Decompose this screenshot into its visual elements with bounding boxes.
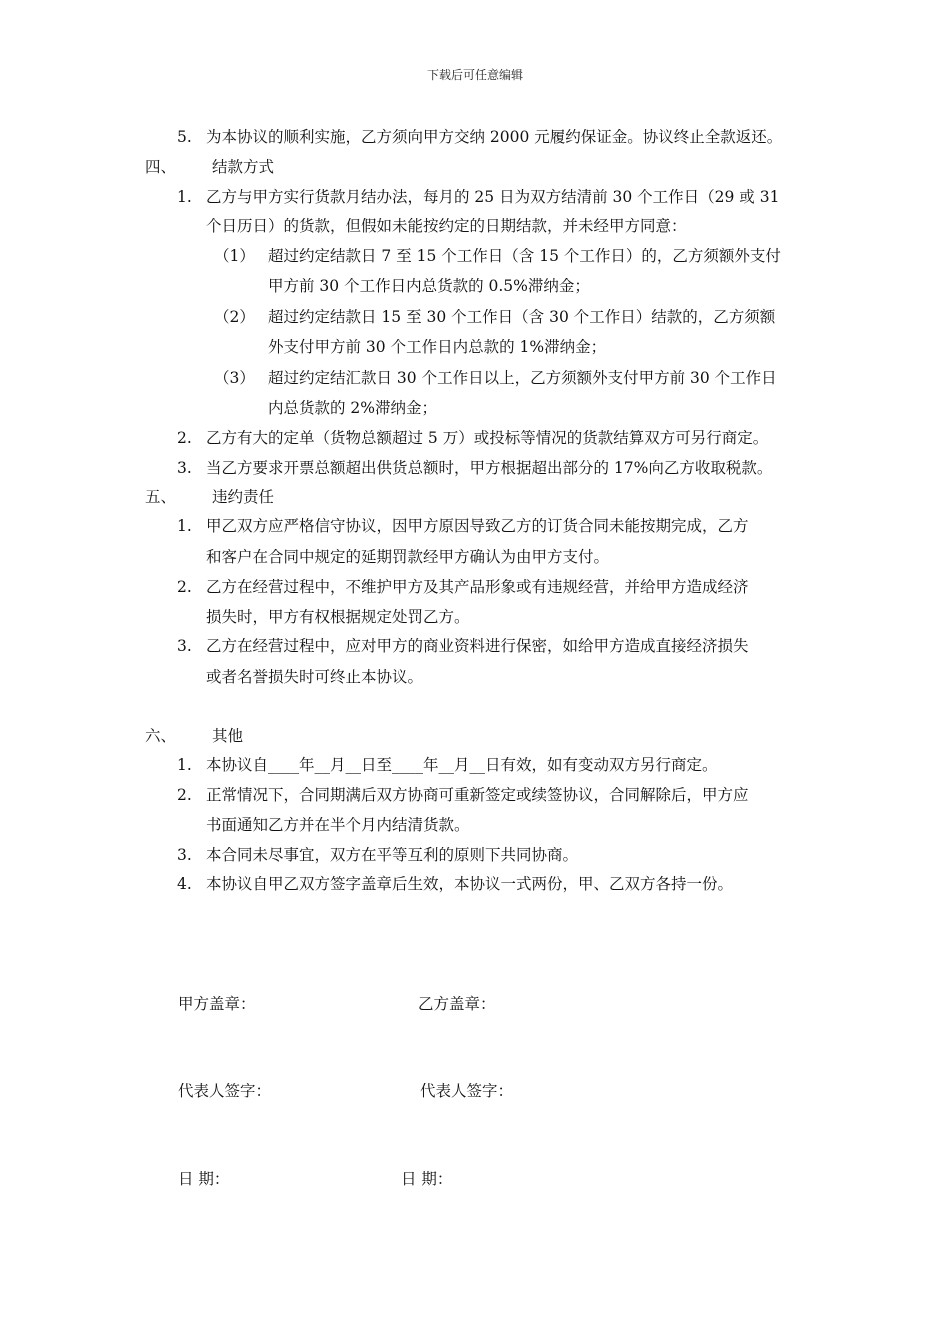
sub-number: （2） — [214, 308, 255, 326]
clause-5-3-line-2: 或者名誉损失时可终止本协议。 — [206, 668, 424, 686]
sub-clause-3-line-2: 内总货款的 2%滞纳金； — [268, 399, 438, 417]
section-number: 六、 — [145, 727, 177, 745]
section-title: 结款方式 — [212, 158, 275, 176]
sub-text: 超过约定结款日 15 至 30 个工作日（含 30 个工作日）结款的，乙方须额 — [268, 308, 776, 326]
party-b-representative-label: 代表人签字： — [420, 1082, 514, 1100]
item-text: 本协议自甲乙双方签字盖章后生效，本协议一式两份，甲、乙双方各持一份。 — [206, 875, 734, 893]
item-text: 当乙方要求开票总额超出供货总额时，甲方根据超出部分的 17%向乙方收取税款。 — [206, 459, 773, 477]
section-number: 四、 — [145, 158, 177, 176]
party-a-date-label: 日 期： — [178, 1170, 230, 1188]
item-text: 本协议自____年__月__日至____年__月__日有效，如有变动双方另行商定。 — [206, 756, 718, 774]
item-text: 本合同未尽事宜，双方在平等互利的原则下共同协商。 — [206, 846, 579, 864]
item-text: 乙方与甲方实行货款月结办法，每月的 25 日为双方结清前 30 个工作日（29 或 31 — [206, 188, 780, 206]
item-number: 3. — [177, 637, 192, 655]
page-header: 下载后可任意编辑 — [426, 68, 523, 82]
item-number: 1. — [177, 188, 192, 206]
item-number: 5. — [177, 128, 192, 146]
clause-4-1-line-2: 个日历日）的货款，但假如未能按约定的日期结款，并未经甲方同意： — [206, 217, 687, 235]
item-number: 1. — [177, 756, 192, 774]
section-title: 违约责任 — [212, 488, 275, 506]
party-a-representative-label: 代表人签字： — [178, 1082, 272, 1100]
party-b-date-label: 日 期： — [401, 1170, 453, 1188]
item-number: 2. — [177, 429, 192, 447]
sub-clause-1-line-2: 甲方前 30 个工作日内总货款的 0.5%滞纳金； — [268, 277, 590, 295]
item-number: 3. — [177, 459, 192, 477]
item-text: 甲乙双方应严格信守协议，因甲方原因导致乙方的订货合同未能按期完成，乙方 — [206, 517, 749, 535]
item-number: 1. — [177, 517, 192, 535]
section-title: 其他 — [212, 727, 244, 745]
clause-5-2-line-2: 损失时，甲方有权根据规定处罚乙方。 — [206, 608, 470, 626]
party-a-seal-label: 甲方盖章： — [178, 995, 256, 1013]
sub-text: 超过约定结款日 7 至 15 个工作日（含 15 个工作日）的，乙方须额外支付 — [268, 247, 781, 265]
item-number: 4. — [177, 875, 192, 893]
party-b-seal-label: 乙方盖章： — [418, 995, 496, 1013]
section-number: 五、 — [145, 488, 177, 506]
sub-clause-2-line-2: 外支付甲方前 30 个工作日内总款的 1%滞纳金； — [268, 338, 607, 356]
item-text: 乙方有大的定单（货物总额超过 5 万）或投标等情况的货款结算双方可另行商定。 — [206, 429, 769, 447]
item-text: 为本协议的顺利实施，乙方须向甲方交纳 2000 元履约保证金。协议终止全款返还。 — [206, 128, 783, 146]
item-text: 正常情况下，合同期满后双方协商可重新签定或续签协议，合同解除后，甲方应 — [206, 786, 749, 804]
item-text: 乙方在经营过程中，应对甲方的商业资料进行保密，如给甲方造成直接经济损失 — [206, 637, 749, 655]
clause-5-1-line-2: 和客户在合同中规定的延期罚款经甲方确认为由甲方支付。 — [206, 548, 610, 566]
item-number: 3. — [177, 846, 192, 864]
item-number: 2. — [177, 786, 192, 804]
item-text: 乙方在经营过程中，不维护甲方及其产品形象或有违规经营，并给甲方造成经济 — [206, 578, 749, 596]
item-number: 2. — [177, 578, 192, 596]
sub-text: 超过约定结汇款日 30 个工作日以上，乙方须额外支付甲方前 30 个工作日 — [268, 369, 777, 387]
sub-number: （3） — [214, 369, 255, 387]
sub-number: （1） — [214, 247, 255, 265]
clause-6-2-line-2: 书面通知乙方并在半个月内结清货款。 — [206, 816, 470, 834]
